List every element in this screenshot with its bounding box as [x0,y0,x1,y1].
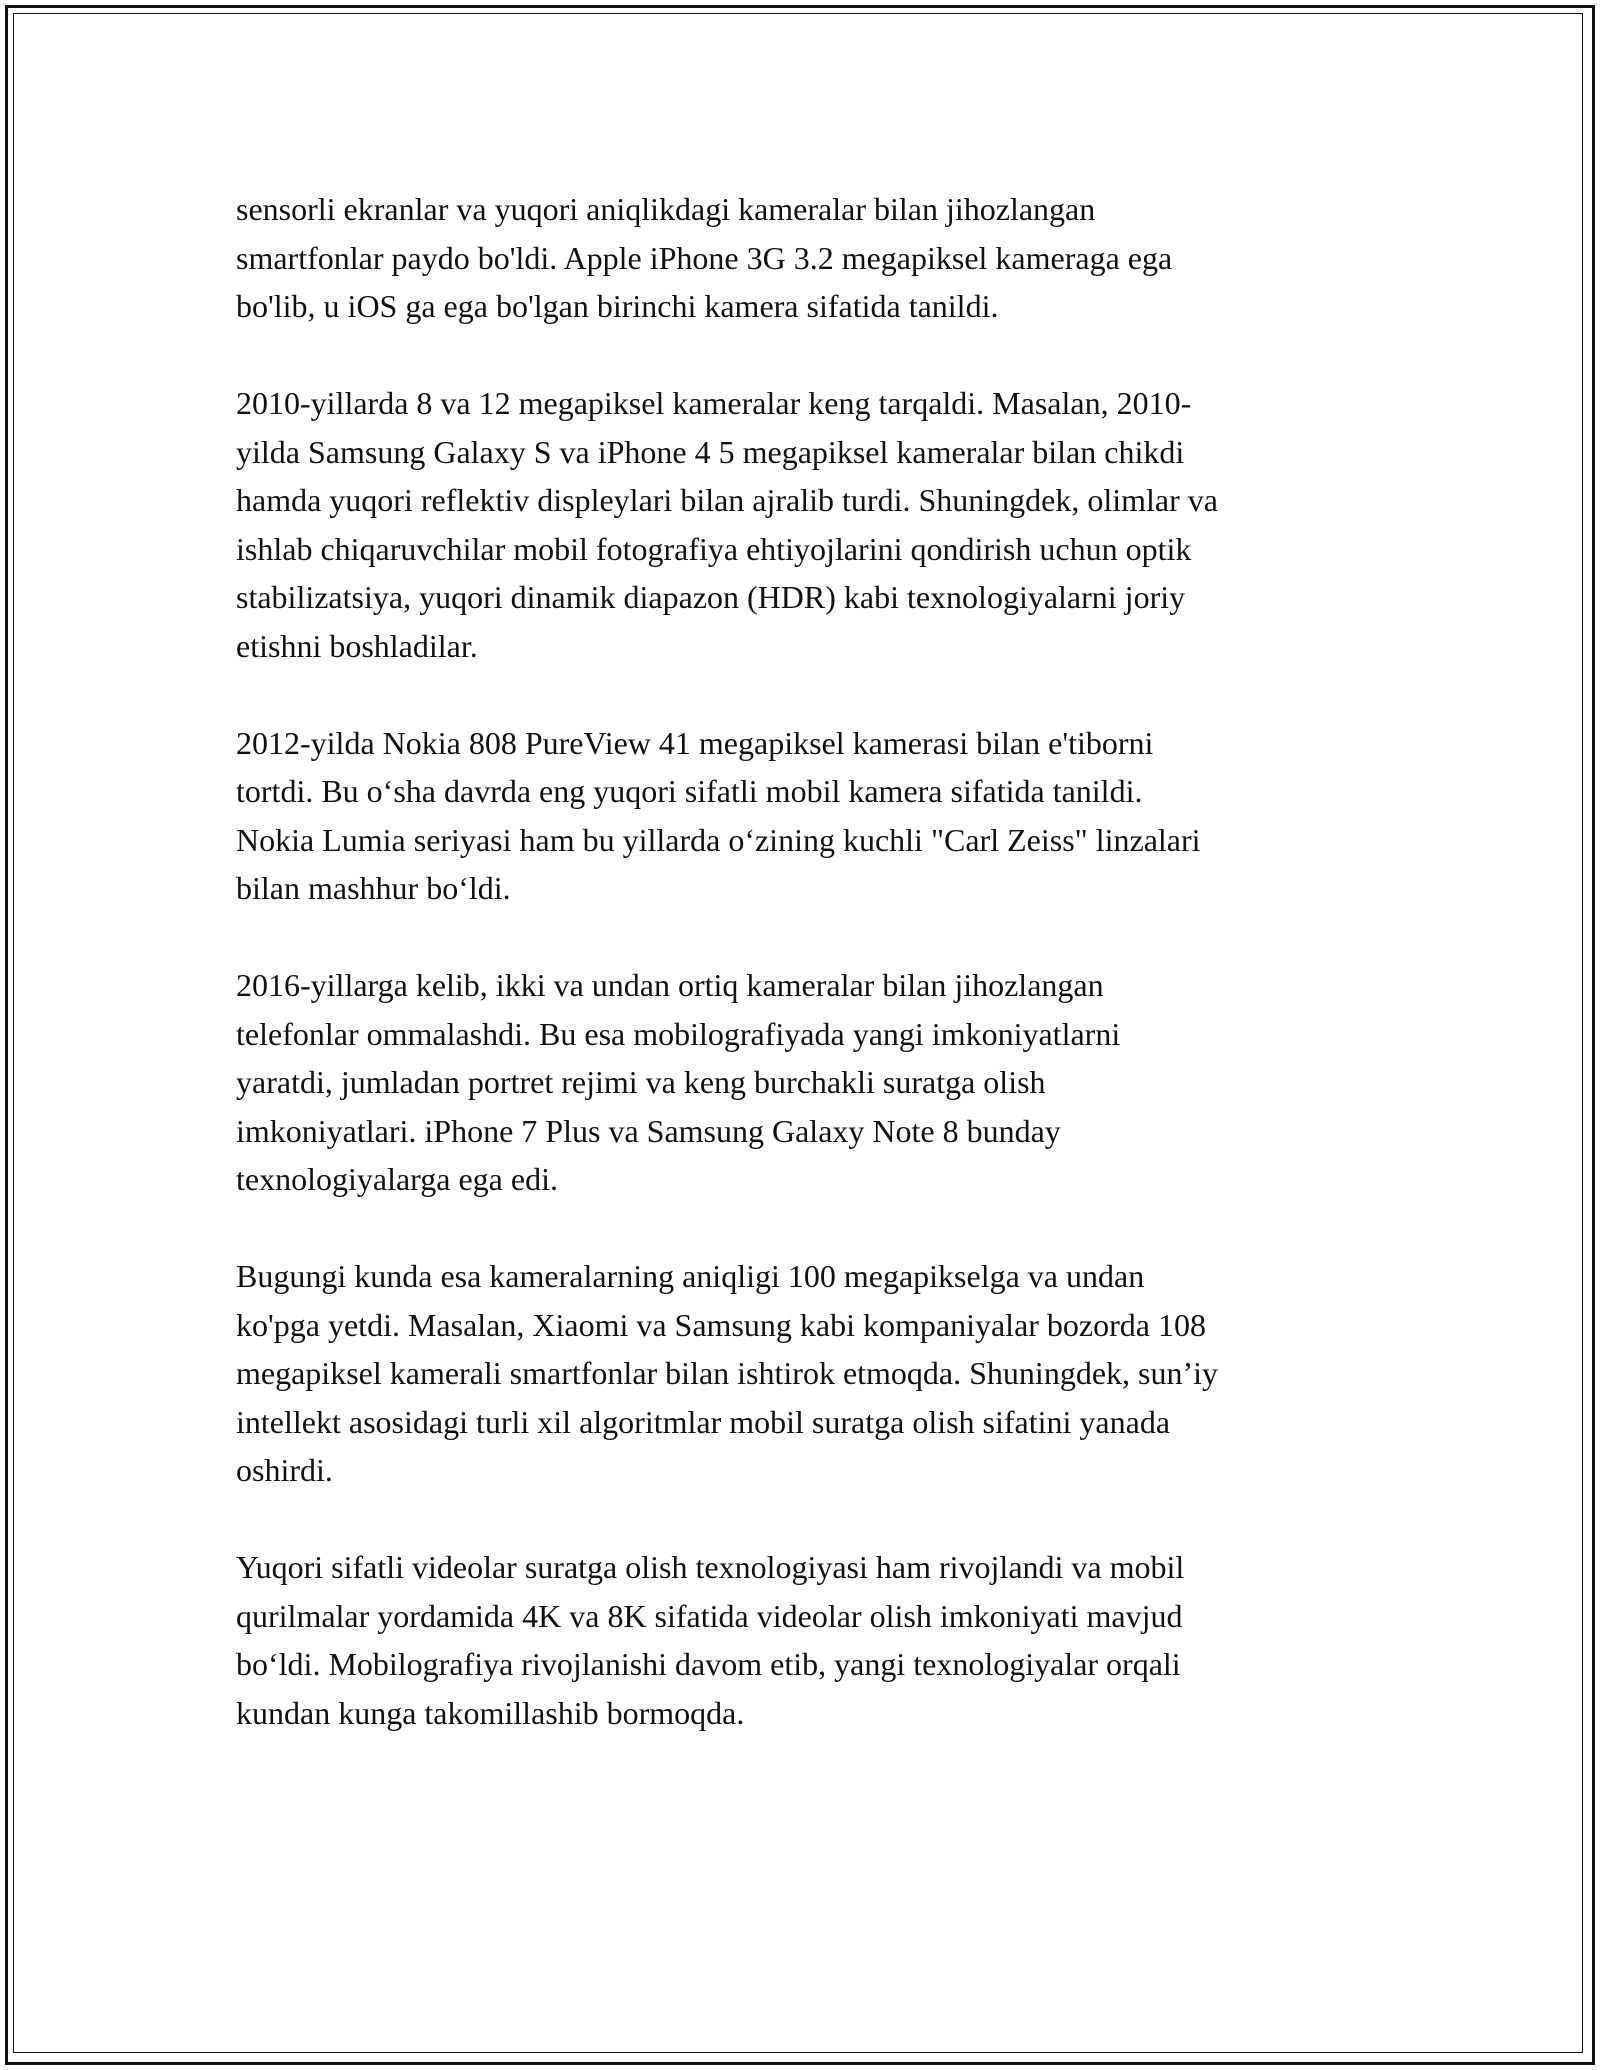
text-line: telefonlar ommalashdi. Bu esa mobilografiyada yangi imkoniyatlarni [236,1015,1121,1052]
text-line: qurilmalar yordamida 4K va 8K sifatida videolar olish imkoniyati mavjud [236,1597,1183,1634]
text-line: smartfonlar paydo bo'ldi. Apple iPhone 3G 3.2 megapiksel kameraga ega [236,239,1173,276]
paragraph-4 [236,961,1376,1204]
document-body [236,185,1376,1786]
text-line: bo‘ldi. Mobilografiya rivojlanishi davom etib, yangi texnologiyalar orqali [236,1646,1181,1682]
paragraph-1 [236,185,1376,331]
paragraph-6 [236,1543,1376,1737]
text-line: Yuqori sifatli videolar suratga olish texnologiyasi ham rivojlandi va mobil [236,1549,1185,1585]
text-line: 2012-yilda Nokia 808 PureView 41 megapiksel kamerasi bilan e'tiborni [236,724,1154,761]
text-line: 2010-yillarda 8 va 12 megapiksel kameralar keng tarqaldi. Masalan, 2010- [236,385,1192,421]
paragraph-5 [236,1252,1376,1495]
text-line: oshirdi. [236,1452,333,1488]
text-line: 2016-yillarga kelib, ikki va undan ortiq kameralar bilan jihozlangan [236,967,1104,1003]
text-line: ko'pga yetdi. Masalan, Xiaomi va Samsung kabi kompaniyalar bozorda 108 [236,1306,1206,1343]
text-line: hamda yuqori reflektiv displeylari bilan ajralib turdi. Shuningdek, olimlar va [236,482,1218,518]
text-line: bilan mashhur bo‘ldi. [236,870,511,906]
text-line: intellekt asosidagi turli xil algoritmlar mobil suratga olish sifatini yanada [236,1403,1171,1440]
text-line: sensorli ekranlar va yuqori aniqlikdagi kameralar bilan jihozlangan [236,191,1096,227]
text-line: megapiksel kamerali smartfonlar bilan ishtirok etmoqda. Shuningdek, sun’iy [236,1355,1219,1391]
text-line: stabilizatsiya, yuqori dinamik diapazon (HDR) kabi texnologiyalarni joriy [236,579,1186,615]
text-line: Bugungi kunda esa kameralarning aniqligi 100 megapikselga va undan [236,1258,1145,1294]
text-line: kundan kunga takomillashib bormoqda. [236,1694,745,1731]
text-line: Nokia Lumia seriyasi ham bu yillarda o‘zining kuchli "Carl Zeiss" linzalari [236,821,1201,858]
text-line: bo'lib, u iOS ga ega bo'lgan birinchi kamera sifatida tanildi. [236,288,999,324]
text-line: imkoniyatlari. iPhone 7 Plus va Samsung Galaxy Note 8 bunday [236,1112,1061,1149]
text-line: yilda Samsung Galaxy S va iPhone 4 5 megapiksel kameralar bilan chikdi [236,433,1185,470]
text-line: texnologiyalarga ega edi. [236,1161,558,1197]
paragraph-3 [236,719,1376,913]
paragraph-2 [236,379,1376,670]
text-line: yaratdi, jumladan portret rejimi va keng burchakli suratga olish [236,1064,1046,1100]
text-line: tortdi. Bu o‘sha davrda eng yuqori sifatli mobil kamera sifatida tanildi. [236,773,1143,809]
text-line: ishlab chiqaruvchilar mobil fotografiya ehtiyojlarini qondirish uchun optik [236,530,1192,567]
text-line: etishni boshladilar. [236,627,478,664]
